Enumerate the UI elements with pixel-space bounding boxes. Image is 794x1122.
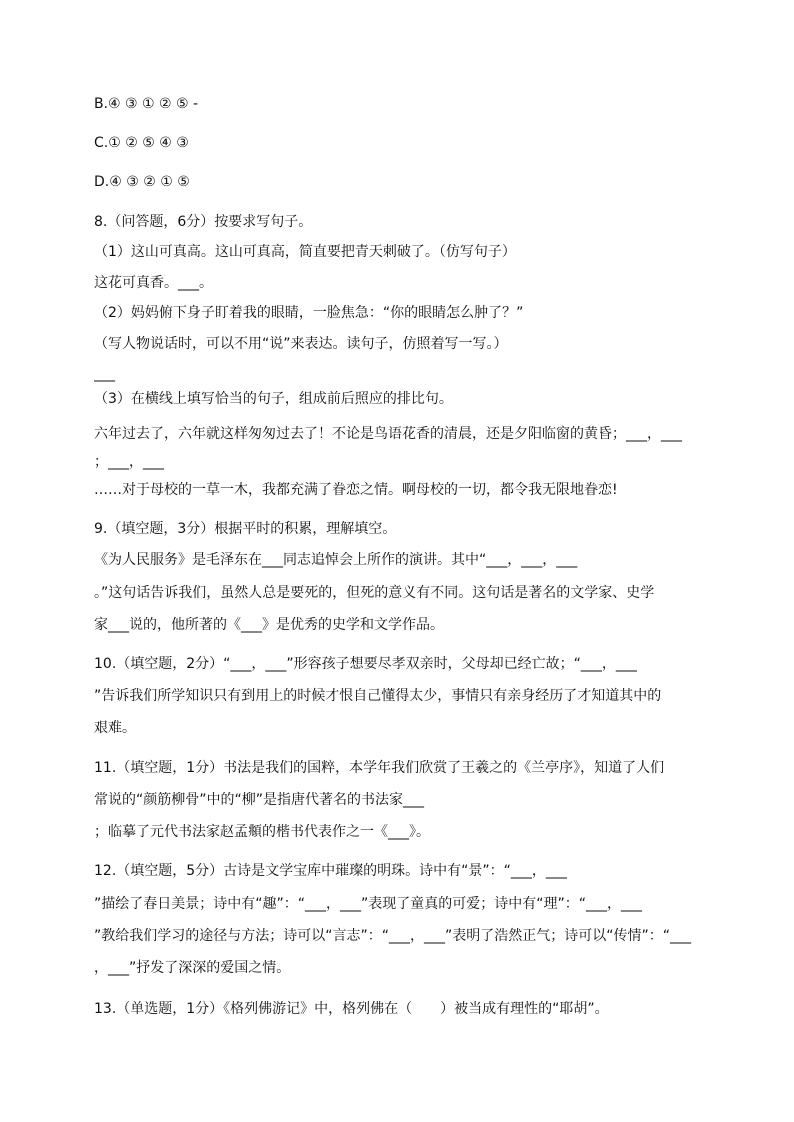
question-8-part3-line3: ……对于母校的一草一木，我都充满了眷恋之情。啊母校的一切，都令我无限地眷恋!: [94, 482, 618, 498]
question-8-part2-blank[interactable]: ___: [94, 366, 115, 382]
question-8-title: 8.（问答题，6分）按要求写句子。: [94, 214, 313, 230]
question-12-line3[interactable]: ”教给我们学习的途径与方法；诗可以“言志”：“___，___”表明了浩然正气；诗可以“传情”：“___: [94, 928, 692, 944]
question-12-line4[interactable]: ，___”抒发了深深的爱国之情。: [94, 960, 291, 976]
question-10-line3: 艰难。: [94, 720, 136, 736]
question-10-line1[interactable]: 10.（填空题，2分）“___，___”形容孩子想要尽孝双亲时，父母却已经亡故；“___，___: [94, 656, 637, 672]
question-11-line1: 11.（填空题，1分）书法是我们的国粹，本学年我们欣赏了王羲之的《兰亭序》，知道了人们: [94, 760, 665, 776]
question-11-line2[interactable]: 常说的“颜筋柳骨”中的“柳”是指唐代著名的书法家___: [94, 792, 425, 808]
question-10-line2: ”告诉我们所学知识只有到用上的时候才恨自己懂得太少，事情只有亲身经历了才知道其中的: [94, 688, 662, 704]
question-8-part3-line1[interactable]: 六年过去了，六年就这样匆匆过去了！不论是鸟语花香的清晨，还是夕阳临窗的黄昏；___，___: [94, 426, 682, 442]
question-8-part2-note: （写人物说话时，可以不用“说”来表达。读句子，仿照着写一写。）: [94, 336, 508, 352]
question-8-part1-answer[interactable]: 这花可真香。___。: [94, 275, 213, 291]
question-8-part1-prompt: （1）这山可真高。这山可真高，简直要把青天刺破了。（仿写句子）: [94, 244, 516, 260]
option-b[interactable]: B.④ ③ ① ② ⑤ -: [94, 96, 199, 112]
question-9-title: 9.（填空题，3分）根据平时的积累，理解填空。: [94, 521, 397, 537]
question-8-part3-prompt: （3）在横线上填写恰当的句子，组成前后照应的排比句。: [94, 391, 453, 407]
question-12-line2[interactable]: ”描绘了春日美景；诗中有“趣”：“___，___”表现了童真的可爱；诗中有“理”：“___，___: [94, 896, 643, 912]
question-9-line3: 。”这句话告诉我们，虽然人总是要死的，但死的意义有不同。这句话是著名的文学家、史学: [94, 585, 655, 601]
option-c[interactable]: C.① ② ⑤ ④ ③: [94, 135, 189, 151]
question-12-line1[interactable]: 12.（填空题，5分）古诗是文学宝库中璀璨的明珠。诗中有“景”：“___，___: [94, 863, 567, 879]
question-13-title: 13.（单选题，1分）《格列佛游记》中，格列佛在（ ）被当成有理性的“耶胡”。: [94, 1001, 609, 1017]
question-9-line2[interactable]: 《为人民服务》是毛泽东在___同志追悼会上所作的演讲。其中“___，___，___: [94, 552, 578, 568]
option-d[interactable]: D.④ ③ ② ① ⑤: [94, 174, 190, 190]
question-11-line3[interactable]: ；临摹了元代书法家赵孟頫的楷书代表作之一《___》。: [94, 824, 430, 840]
question-9-line4[interactable]: 家___说的，他所著的《___》是优秀的史学和文学作品。: [94, 617, 444, 633]
question-8-part2-prompt: （2）妈妈俯下身子盯着我的眼睛，一脸焦急：“你的眼睛怎么肿了？”: [94, 305, 524, 321]
question-8-part3-line2[interactable]: ；___，___: [94, 454, 164, 470]
